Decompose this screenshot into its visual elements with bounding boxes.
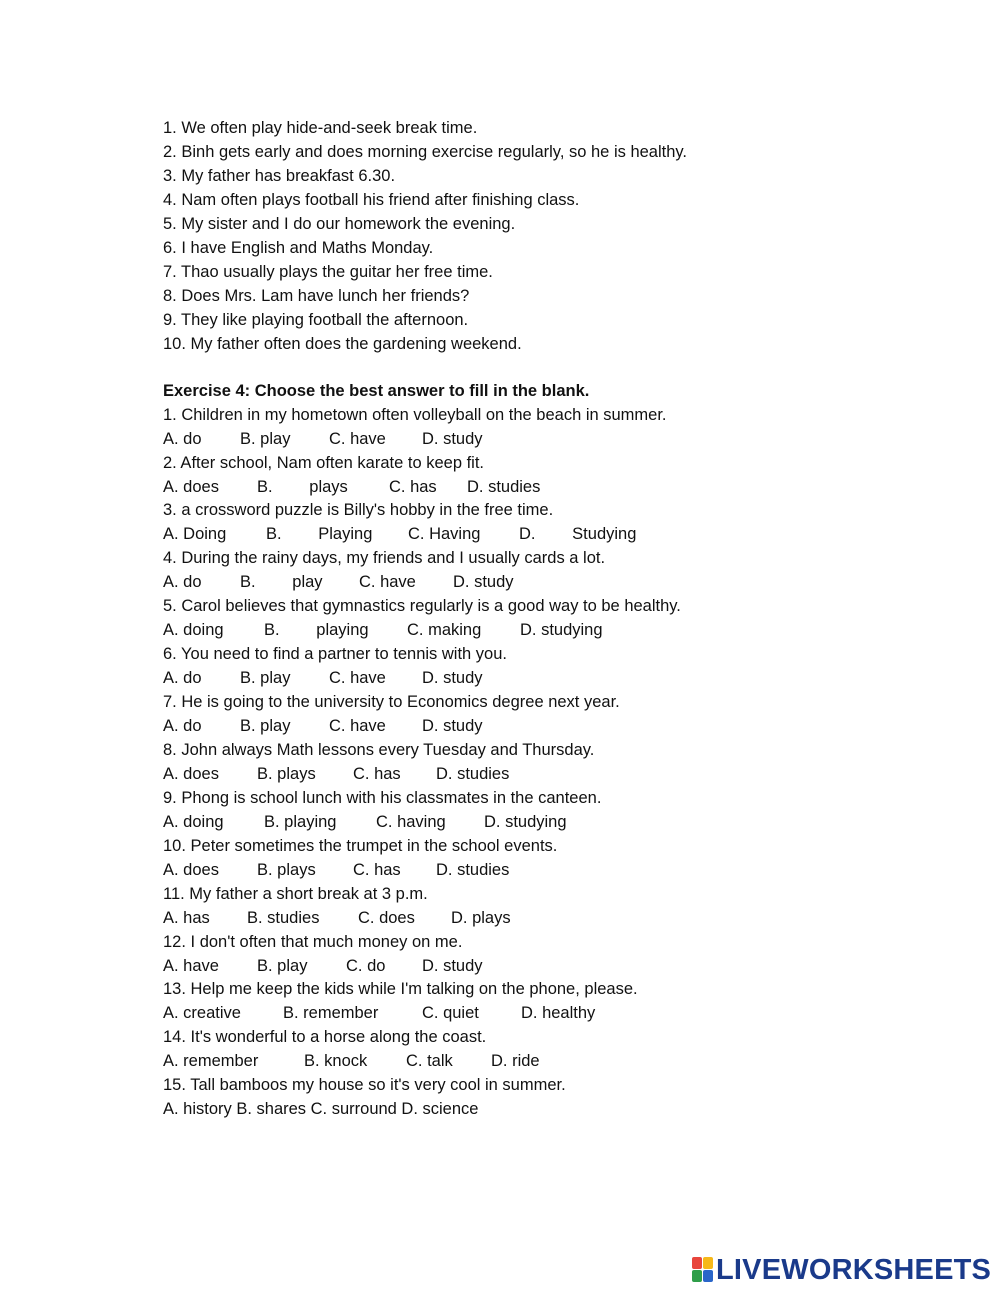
liveworksheets-logo-icon <box>692 1257 714 1283</box>
option-b: B. play <box>240 669 291 687</box>
ex3-line-6: 6. I have English and Maths Monday. <box>163 239 434 257</box>
options-15: A. history B. shares C. surround D. science <box>163 1100 479 1118</box>
question-1: 1. Children in my hometown often volleyball on the beach in summer. <box>163 406 667 424</box>
question-4: 4. During the rainy days, my friends and I usually cards a lot. <box>163 549 606 567</box>
ex3-line-10: 10. My father often does the gardening weekend. <box>163 335 522 353</box>
ex3-line-9: 9. They like playing football the afternoon. <box>163 311 469 329</box>
option-d: D. study <box>422 717 483 735</box>
question-6: 6. You need to find a partner to tennis with you. <box>163 645 507 663</box>
question-13: 13. Help me keep the kids while I'm talking on the phone, please. <box>163 980 638 998</box>
option-d: D. Studying <box>519 525 637 543</box>
option-a: A. does <box>163 765 219 783</box>
question-2: 2. After school, Nam often karate to keep fit. <box>163 454 485 472</box>
option-c: C. quiet <box>422 1004 479 1022</box>
options-10 <box>163 860 510 880</box>
option-b: B. playing <box>264 621 369 639</box>
option-b: B. play <box>240 573 323 591</box>
option-a: A. remember <box>163 1052 259 1070</box>
question-8: 8. John always Math lessons every Tuesday and Thursday. <box>163 741 595 759</box>
ex3-line-4: 4. Nam often plays football his friend after finishing class. <box>163 191 580 209</box>
option-d: D. study <box>422 430 483 448</box>
option-b: B. plays <box>257 765 316 783</box>
option-d: D. studying <box>484 813 567 831</box>
option-c: C. have <box>329 717 386 735</box>
option-a: A. has <box>163 909 210 927</box>
option-c: C. talk <box>406 1052 453 1070</box>
option-d: D. study <box>422 669 483 687</box>
option-c: C. Having <box>408 525 481 543</box>
option-a: A. doing <box>163 813 224 831</box>
option-d: D. study <box>453 573 514 591</box>
option-a: A. do <box>163 669 202 687</box>
option-c: C. has <box>353 765 401 783</box>
option-c: C. has <box>353 861 401 879</box>
option-a: A. does <box>163 478 219 496</box>
option-d: D. studying <box>520 621 603 639</box>
options-2 <box>163 477 541 497</box>
options-14 <box>163 1051 540 1071</box>
option-b: B. studies <box>247 909 320 927</box>
ex3-line-8: 8. Does Mrs. Lam have lunch her friends? <box>163 287 470 305</box>
option-d: D. study <box>422 957 483 975</box>
liveworksheets-logo <box>692 1254 991 1286</box>
question-5: 5. Carol believes that gymnastics regularly is a good way to be healthy. <box>163 597 681 615</box>
exercise-4-heading: Exercise 4: Choose the best answer to fill in the blank. <box>163 382 590 400</box>
ex3-line-7: 7. Thao usually plays the guitar her free time. <box>163 263 493 281</box>
option-a: A. do <box>163 573 202 591</box>
options-3 <box>163 524 637 544</box>
option-d: D. studies <box>436 861 510 879</box>
options-12 <box>163 956 483 976</box>
option-c: C. does <box>358 909 415 927</box>
options-11 <box>163 908 511 928</box>
option-d: D. studies <box>436 765 510 783</box>
logo-text: LIVEWORKSHEETS <box>716 1253 992 1286</box>
question-15: 15. Tall bamboos my house so it's very cool in summer. <box>163 1076 566 1094</box>
option-b: B. play <box>240 430 291 448</box>
option-a: A. do <box>163 717 202 735</box>
option-b: B. play <box>257 957 308 975</box>
option-b: B. plays <box>257 478 348 496</box>
option-b: B. knock <box>304 1052 368 1070</box>
option-a: A. doing <box>163 621 224 639</box>
option-c: C. have <box>329 430 386 448</box>
ex3-line-2: 2. Binh gets early and does morning exercise regularly, so he is healthy. <box>163 143 688 161</box>
option-b: B. play <box>240 717 291 735</box>
options-13 <box>163 1003 596 1023</box>
question-10: 10. Peter sometimes the trumpet in the school events. <box>163 837 558 855</box>
option-c: C. making <box>407 621 482 639</box>
option-c: C. having <box>376 813 446 831</box>
options-5 <box>163 620 603 640</box>
options-4 <box>163 572 514 592</box>
question-9: 9. Phong is school lunch with his classmates in the canteen. <box>163 789 602 807</box>
option-c: C. has <box>389 478 437 496</box>
option-a: A. do <box>163 430 202 448</box>
options-7 <box>163 716 483 736</box>
option-b: B. plays <box>257 861 316 879</box>
question-3: 3. a crossword puzzle is Billy's hobby in the free time. <box>163 501 554 519</box>
question-11: 11. My father a short break at 3 p.m. <box>163 885 428 903</box>
question-12: 12. I don't often that much money on me. <box>163 933 463 951</box>
option-d: D. ride <box>491 1052 540 1070</box>
option-d: D. healthy <box>521 1004 596 1022</box>
option-d: D. plays <box>451 909 511 927</box>
options-6 <box>163 668 483 688</box>
ex3-line-3: 3. My father has breakfast 6.30. <box>163 167 396 185</box>
option-a: A. have <box>163 957 219 975</box>
option-c: C. do <box>346 957 386 975</box>
option-a: A. does <box>163 861 219 879</box>
ex3-line-5: 5. My sister and I do our homework the evening. <box>163 215 516 233</box>
option-a: A. Doing <box>163 525 227 543</box>
option-b: B. remember <box>283 1004 379 1022</box>
options-8 <box>163 764 510 784</box>
option-c: C. have <box>329 669 386 687</box>
question-14: 14. It's wonderful to a horse along the coast. <box>163 1028 487 1046</box>
options-9 <box>163 812 567 832</box>
options-1 <box>163 429 483 449</box>
ex3-line-1: 1. We often play hide-and-seek break time. <box>163 119 478 137</box>
option-d: D. studies <box>467 478 541 496</box>
option-b: B. playing <box>264 813 337 831</box>
question-7: 7. He is going to the university to Economics degree next year. <box>163 693 620 711</box>
option-c: C. have <box>359 573 416 591</box>
option-a: A. creative <box>163 1004 241 1022</box>
option-b: B. Playing <box>266 525 373 543</box>
